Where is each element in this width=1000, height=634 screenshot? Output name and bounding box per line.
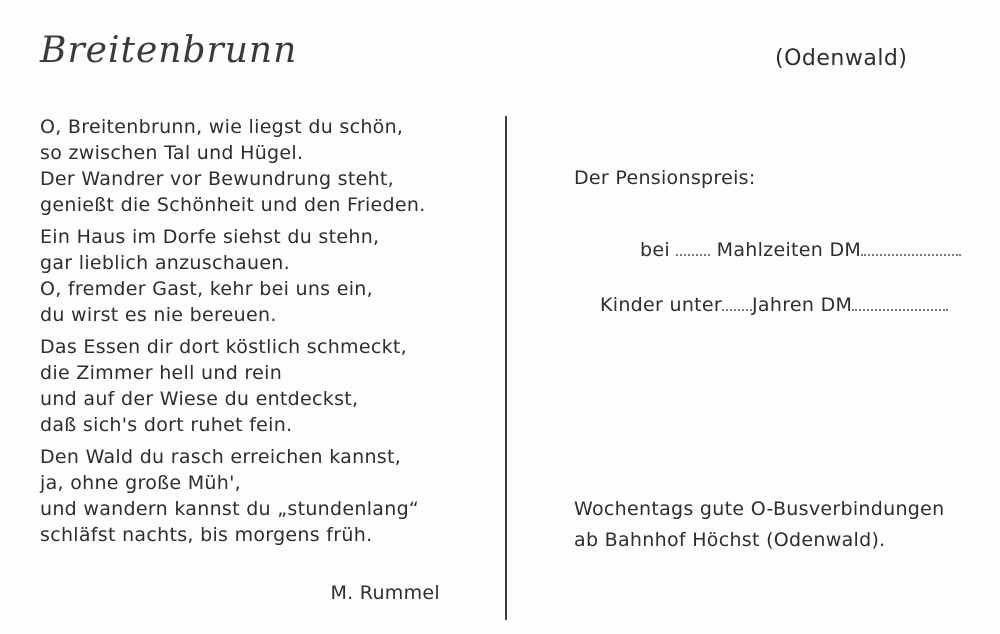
kids-price-blank bbox=[852, 295, 948, 311]
poem-author: M. Rummel bbox=[330, 582, 440, 604]
bus-info-line: ab Bahnhof Höchst (Odenwald). bbox=[574, 529, 886, 551]
poem-line: schläfst nachts, bis morgens früh. bbox=[40, 524, 373, 546]
poem bbox=[40, 114, 460, 554]
poem-line: die Zimmer hell und rein bbox=[40, 362, 283, 384]
poem-line: Den Wald du rasch erreichen kannst, bbox=[40, 446, 402, 468]
page-title: Breitenbrunn bbox=[40, 30, 298, 71]
poem-line: gar lieblich anzuschauen. bbox=[40, 252, 290, 274]
bus-info-line: Wochentags gute O-Busverbindungen bbox=[574, 498, 945, 520]
poem-line: und wandern kannst du „stundenlang“ bbox=[40, 498, 420, 520]
stanza-3 bbox=[40, 334, 460, 438]
kids-age-blank bbox=[722, 295, 752, 311]
region-label: (Odenwald) bbox=[775, 46, 908, 71]
kids-price-row bbox=[600, 294, 948, 316]
stanza-4 bbox=[40, 444, 460, 548]
stanza-2 bbox=[40, 224, 460, 328]
kids-label: Jahren DM bbox=[752, 294, 853, 316]
poem-line: Ein Haus im Dorfe siehst du stehn, bbox=[40, 226, 380, 248]
pension-price-heading: Der Pensionspreis: bbox=[574, 167, 756, 189]
kids-prefix: Kinder unter bbox=[600, 294, 723, 316]
meals-count-blank bbox=[676, 240, 710, 256]
bus-info bbox=[574, 494, 945, 556]
poem-line: genießt die Schönheit und den Frieden. bbox=[40, 194, 426, 216]
poem-line: so zwischen Tal und Hügel. bbox=[40, 142, 304, 164]
meals-price-blank bbox=[861, 240, 961, 256]
poem-line: du wirst es nie bereuen. bbox=[40, 304, 277, 326]
meals-price-row bbox=[640, 239, 961, 261]
center-divider bbox=[505, 116, 507, 620]
meals-prefix: bei bbox=[640, 239, 670, 261]
poem-line: Der Wandrer vor Bewundrung steht, bbox=[40, 168, 395, 190]
poem-line: daß sich's dort ruhet fein. bbox=[40, 414, 293, 436]
poem-line: O, Breitenbrunn, wie liegst du schön, bbox=[40, 116, 404, 138]
poem-line: und auf der Wiese du entdeckst, bbox=[40, 388, 359, 410]
meals-label: Mahlzeiten DM bbox=[716, 239, 862, 261]
stanza-1 bbox=[40, 114, 460, 218]
poem-line: Das Essen dir dort köstlich schmeckt, bbox=[40, 336, 407, 358]
poem-line: ja, ohne große Müh', bbox=[40, 472, 241, 494]
poem-line: O, fremder Gast, kehr bei uns ein, bbox=[40, 278, 373, 300]
